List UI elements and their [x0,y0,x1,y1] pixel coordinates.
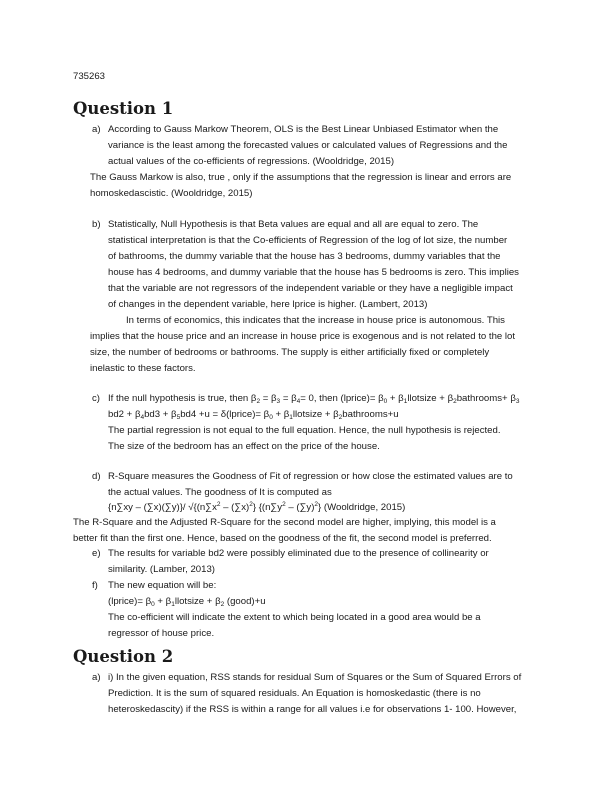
q1f-line: The co-efficient will indicate the extent to which being located in a good area would be a [108,612,481,623]
q1b-line: of bathrooms, the dummy variable that the house has 3 bedrooms, dummy variables that the [108,251,501,262]
q1b-line: that the variable are not regressors of the independent variable or they have a negligible impact [108,283,513,294]
q1c-line: The size of the bedroom has an effect on the price of the house. [108,441,380,452]
q1d-line: R-Square measures the Goodness of Fit of regression or how close the estimated values are to [108,471,513,482]
q1f-line: regressor of house price. [108,628,215,639]
question-2-heading: Question 2 [73,647,174,666]
economics-paragraph-line: size, the number of bedrooms or bathrooms. The supply is either artificially fixed or completely [90,347,490,358]
r-square-paragraph-line: The R-Square and the Adjusted R-Square for the second model are higher, implying, this model is a [73,517,496,528]
item-marker-a: a) [92,124,101,135]
item-marker-e: e) [92,548,101,559]
q1b-line: Statistically, Null Hypothesis is that Beta values are equal and all are equal to zero. The [108,219,479,230]
null-hypothesis-equation: If the null hypothesis is true, then $\beta_2 = \beta_3 = \beta_4= 0$, then (lprice)= $\beta_0$ + $\beta_1llotsize$ + $\beta_2bathrooms+ \beta_3$ [108,393,520,405]
item-marker-b: b) [92,219,101,230]
r-square-paragraph-line: better fit than the first one. Hence, based on the goodness of the fit, the second model is preferred. [73,533,492,544]
gauss-paragraph-line: homoskedascistic. (Wooldridge, 2015) [90,188,253,199]
null-hypothesis-equation-cont: $bd2 + \beta_4bd3 + \beta_5bd4 +u$ = δ(lprice)= $\beta_0$ + $\beta_1llotsize$ + $\beta_2bathrooms+u$ [108,409,399,421]
q1c-line: The partial regression is not equal to the full equation. Hence, the null hypothesis is rejected. [108,425,501,436]
economics-paragraph-line: implies that the house price and an increase in house price is exogenous and is not related to the lot [90,331,516,342]
economics-paragraph-line: In terms of economics, this indicates that the increase in house price is autonomous. This [126,315,505,326]
q2a-line: Prediction. It is the sum of squared residuals. An Equation is homoskedastic (there is no [108,688,481,699]
r-square-formula: {n∑xy – (∑x)(∑y)}/ $√\{(n\sum x^2 - (\sum x)^2\}$ {$(n\sum y^2 - (\sum y)^2\}$ (Wooldridge, 2015) [108,501,406,513]
document-id: 735263 [73,71,106,82]
q1d-line: the actual values. The goodness of It is computed as [108,487,332,498]
item-marker-c: c) [92,393,100,404]
question-1-heading: Question 1 [73,99,174,118]
q1a-line: variance is the least among the forecasted values or calculated values of Regressions and the [108,140,508,151]
new-equation: (lprice)= $\beta_0$ + $\beta_1llotsize + \beta_2$ (good)+u [108,596,266,608]
item-marker-d: d) [92,471,101,482]
item-marker-f: f) [92,580,98,591]
formula-citation: (Wooldridge, 2015) [323,502,406,513]
economics-paragraph-line: inelastic to these factors. [90,363,196,374]
q1a-line: actual values of the co-efficients of regressions. (Wooldridge, 2015) [108,156,395,167]
q1b-line: statistical interpretation is that the Co-efficients of Regression of the log of lot size, the number [108,235,508,246]
q2-item-marker-a: a) [92,672,101,683]
q2a-line: i) In the given equation, RSS stands for residual Sum of Squares or the Sum of Squared Errors of [108,672,522,683]
gauss-paragraph-line: The Gauss Markow is also, true , only if the assumptions that the regression is linear and errors are [90,172,512,183]
q1a-line: According to Gauss Markow Theorem, OLS is the Best Linear Unbiased Estimator when the [108,124,499,135]
q1b-line: of changes in the dependent variable, here lprice is higher. (Lambert, 2013) [108,299,428,310]
q1e-line: The results for variable bd2 were possibly eliminated due to the presence of collinearity or [108,548,489,559]
q1e-line: similarity. (Lamber, 2013) [108,564,215,575]
q1f-line: The new equation will be: [108,580,217,591]
q2a-line: heteroskedascity) if the RSS is within a range for all values i.e for observations 1- 100. However, [108,704,517,715]
q1b-line: house has 4 bedrooms, and dummy variable that the house has 5 bedrooms is zero. This implies [108,267,519,278]
